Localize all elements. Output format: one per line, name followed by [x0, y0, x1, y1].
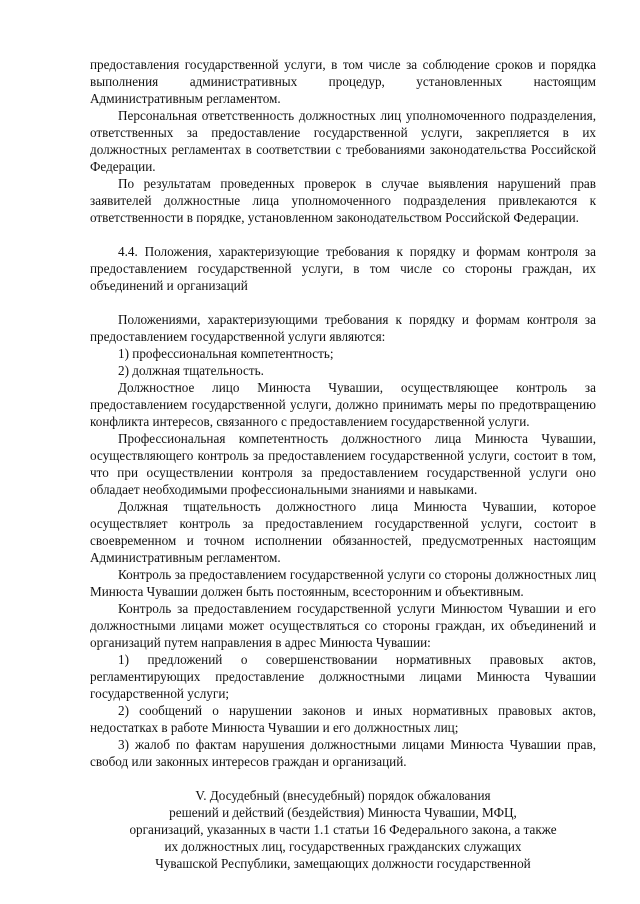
list-item-complaints: 3) жалоб по фактам нарушения должностными лицами Минюста Чувашии прав, свобод или законных интересов граждан и организаций.	[90, 737, 596, 769]
section-5-title-line: V. Досудебный (внесудебный) порядок обжалования	[195, 788, 491, 803]
spacer	[90, 770, 596, 787]
paragraph-citizens-control: Контроль за предоставлением государственной услуги Минюстом Чувашии и его должностными лицами может осуществляться со стороны граждан, их объединений и организаций путем направления в адрес Минюста Чувашии:	[90, 601, 596, 650]
paragraph-officials-control: Контроль за предоставлением государственной услуги со стороны должностных лиц Минюста Чувашии должен быть постоянным, всесторонним и объективным.	[90, 567, 596, 599]
paragraph-professional-competence: Профессиональная компетентность должностного лица Минюста Чувашии, осуществляющего контроль за предоставлением государственной услуги, состоит в том, что при осуществлении контроля за предоставлением государственной услуги оно обладает необходимыми профессиональными знаниями и навыками.	[90, 431, 596, 497]
section-5-title-line: решений и действий (бездействия) Минюста Чувашии, МФЦ,	[169, 805, 517, 820]
list-item-proposals: 1) предложений о совершенствовании нормативных правовых актов, регламентирующих предоставление должностными лицами Минюста Чувашии государственной услуги;	[90, 652, 596, 701]
paragraph-due-diligence: Должная тщательность должностного лица Минюста Чувашии, которое осуществляет контроль за предоставлением государственной услуги, состоит в своевременном и точном исполнении обязанностей, предусмотренных настоящим Административным регламентом.	[90, 499, 596, 565]
section-5-title-line: их должностных лиц, государственных гражданских служащих	[164, 839, 522, 854]
section-5-title-line: Чувашской Республики, замещающих должности государственной	[155, 856, 531, 871]
paragraph-personal-responsibility: Персональная ответственность должностных лиц уполномоченного подразделения, ответственных за предоставление государственной услуги, закрепляется в их должностных регламентах в соответствии с требованиями законодательства Российской Федерации.	[90, 108, 596, 174]
paragraph-control-requirements: Положениями, характеризующими требования к порядку и формам контроля за предоставлением государственной услуги являются:	[90, 312, 596, 344]
heading-4-4: 4.4. Положения, характеризующие требования к порядку и формам контроля за предоставлением государственной услуги, в том числе со стороны граждан, их объединений и организаций	[90, 244, 596, 293]
section-5-title-line: организаций, указанных в части 1.1 статьи 16 Федерального закона, а также	[129, 822, 557, 837]
spacer	[90, 226, 596, 243]
paragraph-inspection-results: По результатам проведенных проверок в случае выявления нарушений прав заявителей должностные лица уполномоченного подразделения привлекаются к ответственности в порядке, установленном законодательством Российской Федерации.	[90, 176, 596, 225]
spacer	[90, 294, 596, 311]
list-item-reports: 2) сообщений о нарушении законов и иных нормативных правовых актов, недостатках в работе Минюста Чувашии и его должностных лиц;	[90, 703, 596, 735]
list-item-competence: 1) профессиональная компетентность;	[118, 346, 334, 361]
paragraph-continuation: предоставления государственной услуги, в том числе за соблюдение сроков и порядка выполнения административных процедур, установленных настоящим Административным регламентом.	[90, 57, 596, 106]
section-5-heading	[90, 787, 596, 872]
document-page	[90, 56, 596, 872]
paragraph-conflict-of-interest: Должностное лицо Минюста Чувашии, осуществляющее контроль за предоставлением государственной услуги, должно принимать меры по предотвращению конфликта интересов, связанного с предоставлением государственной услуги.	[90, 380, 596, 429]
list-item-diligence: 2) должная тщательность.	[118, 363, 264, 378]
